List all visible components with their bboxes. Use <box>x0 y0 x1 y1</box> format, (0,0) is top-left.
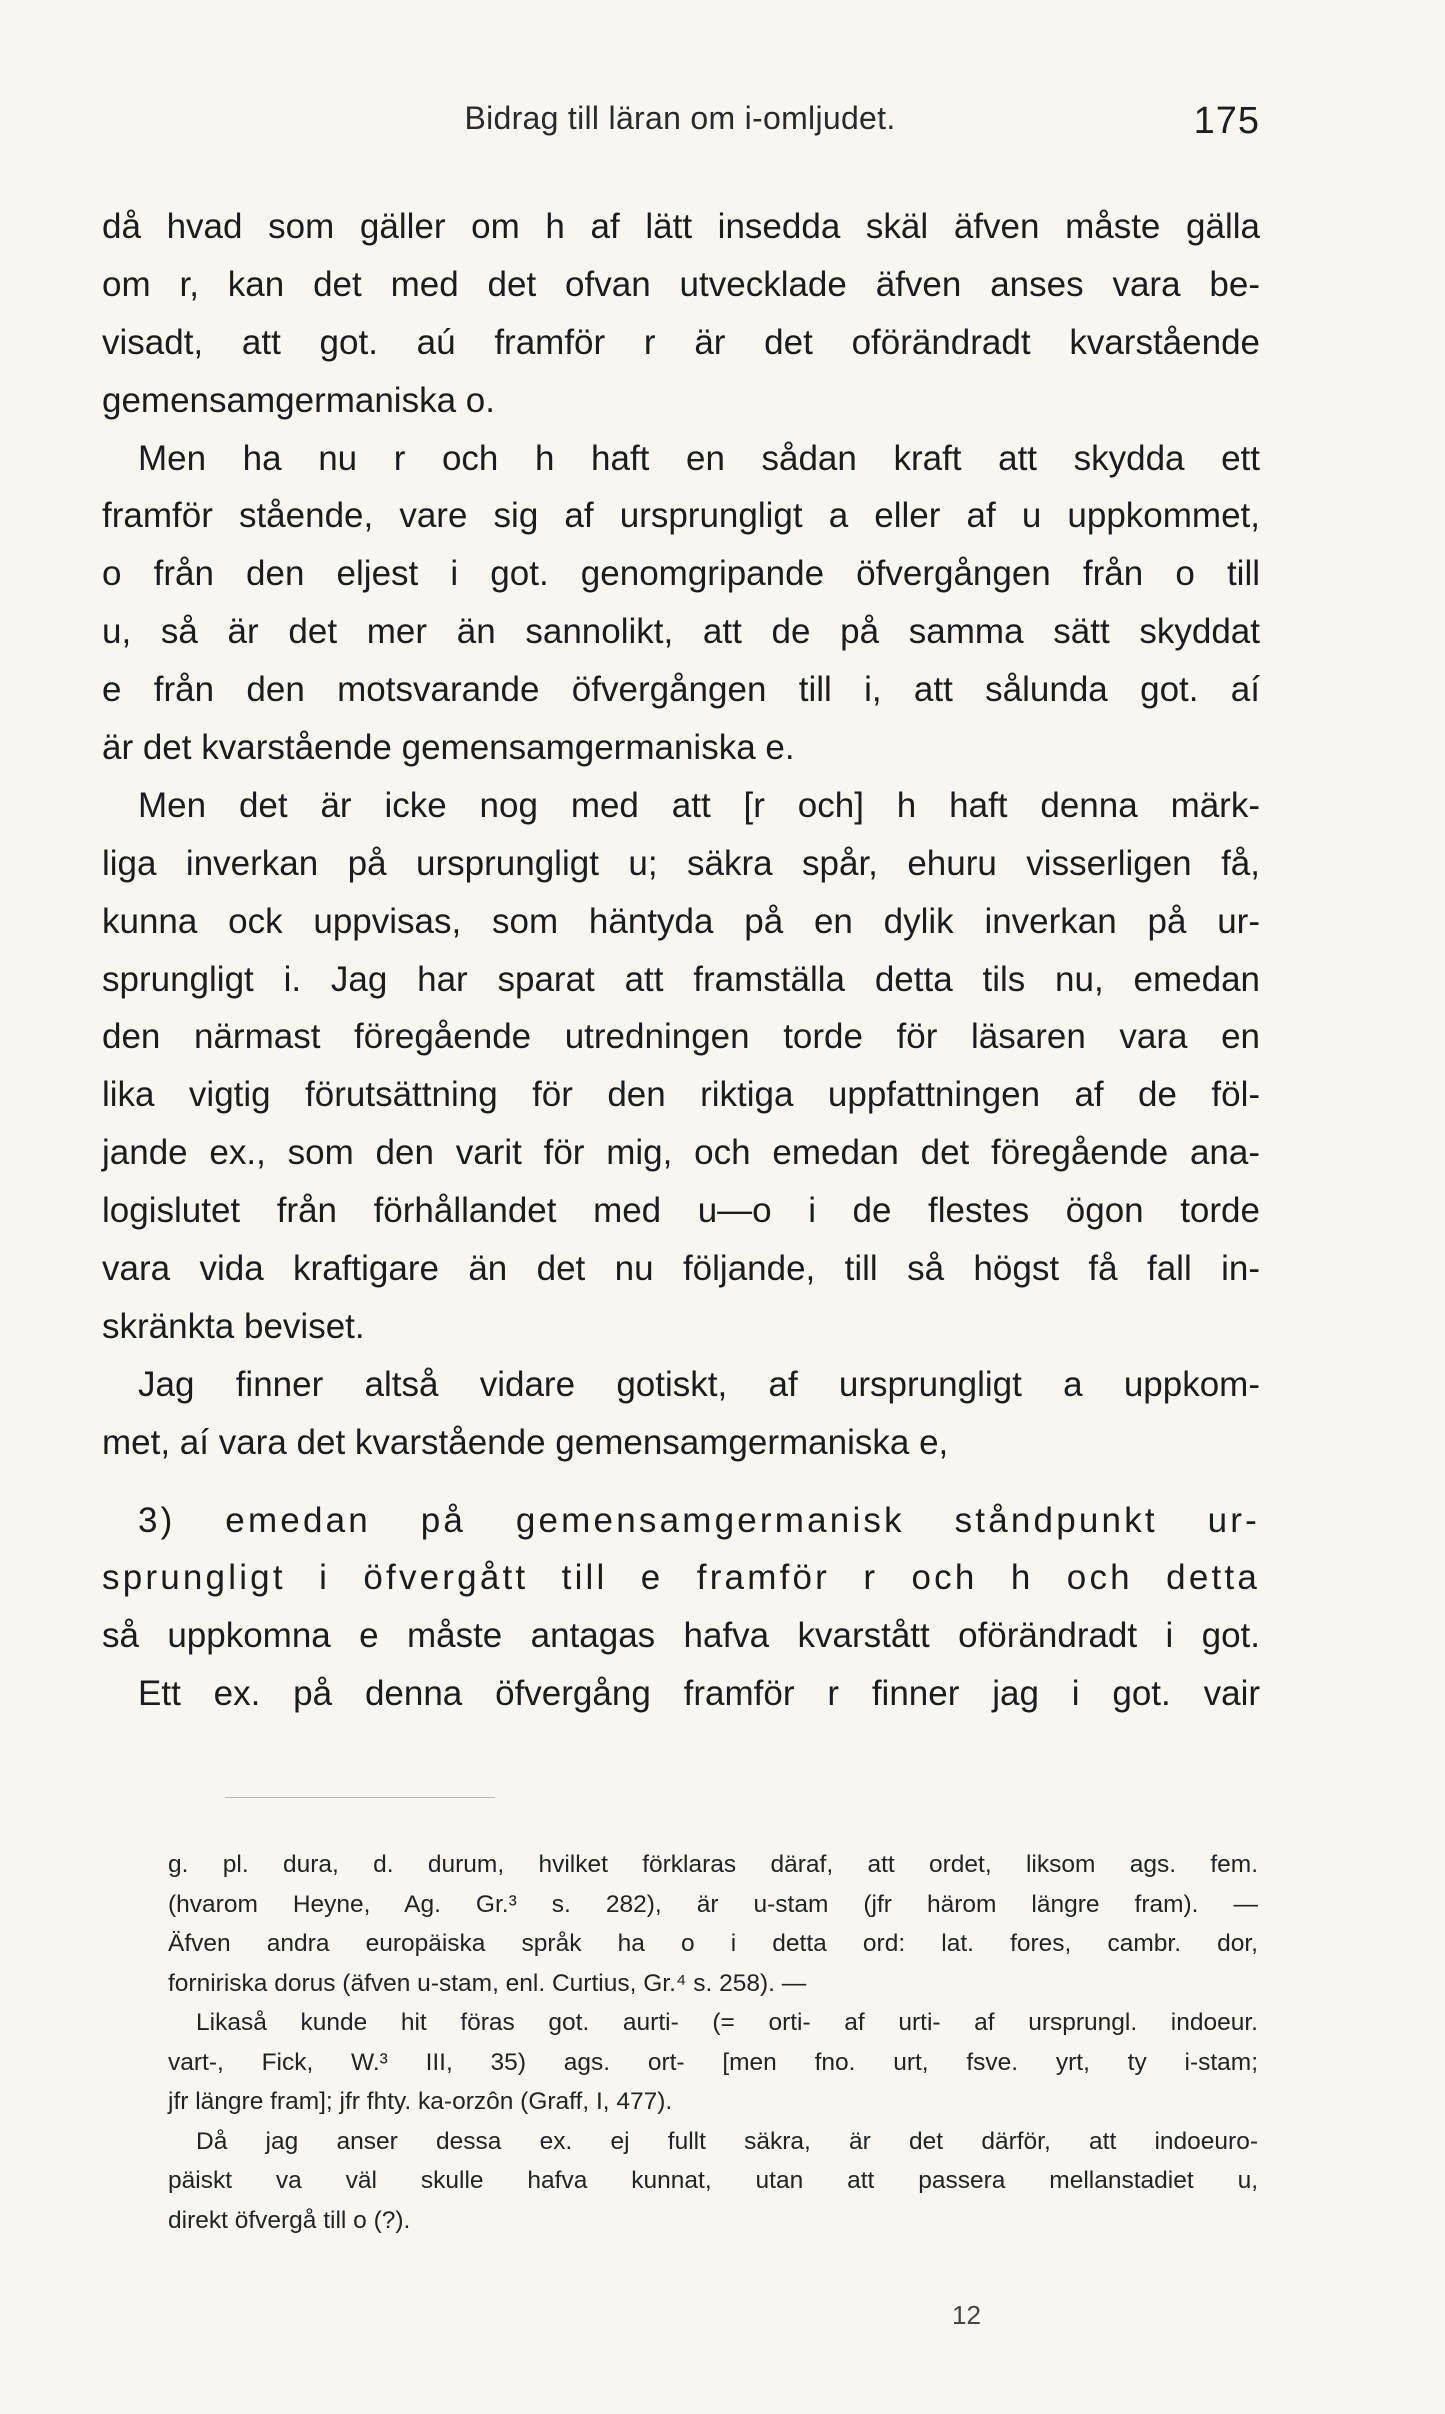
footnote-line: Likaså kunde hit föras got. aurti- (= orti- af urti- af ursprungl. indoeur. <box>196 2009 1258 2036</box>
text-line: sprungligt i. Jag har sparat att framställa detta tils nu, emedan <box>102 959 1260 999</box>
text-line: met, aí vara det kvarstående gemensamgermaniska e, <box>102 1422 949 1462</box>
footnote-line: g. pl. dura, d. durum, hvilket förklaras däraf, att ordet, liksom ags. fem. <box>168 1851 1258 1878</box>
text-line: då hvad som gäller om h af lätt insedda skäl äfven måste gälla <box>102 207 1260 246</box>
text-line: den närmast föregående utredningen torde för läsaren vara en <box>102 1017 1260 1057</box>
footnote-line: vart-, Fick, W.³ III, 35) ags. ort- [men fno. urt, fsve. yrt, ty i-stam; <box>168 2048 1258 2076</box>
text-line: så uppkomna e måste antagas hafva kvarstått oförändradt i got. <box>102 1616 1260 1656</box>
text-line: visadt, att got. aú framför r är det oförändradt kvarstående <box>102 322 1260 362</box>
text-line: Jag finner altså vidare gotiskt, af ursprungligt a uppkom- <box>138 1364 1260 1404</box>
text-line: vara vida kraftigare än det nu följande, till så högst få fall in- <box>102 1249 1260 1289</box>
text-line: sprungligt i öfvergått till e framför r och h och detta <box>102 1558 1260 1598</box>
text-line: kunna ock uppvisas, som häntyda på en dylik inverkan på ur- <box>102 901 1260 941</box>
signature-mark: 12 <box>952 2300 981 2330</box>
running-head <box>100 100 1260 160</box>
footnote-line: (hvarom Heyne, Ag. Gr.³ s. 282), är u-stam (jfr härom längre fram). — <box>168 1890 1258 1918</box>
text-line: 3) emedan på gemensamgermanisk ståndpunkt ur- <box>138 1500 1260 1540</box>
page-number: 175 <box>1193 100 1260 142</box>
body-text <box>102 198 1260 1723</box>
footnote-line: jfr längre fram]; jfr fhty. ka-orzôn (Graff, I, 477). <box>168 2088 673 2115</box>
text-line: o från den eljest i got. genomgripande öfvergången från o till <box>102 554 1260 594</box>
footnote-line: direkt öfvergå till o (?). <box>168 2206 411 2234</box>
text-line: framför stående, vare sig af ursprungligt a eller af u uppkommet, <box>102 496 1260 536</box>
footnote-line: päiskt va väl skulle hafva kunnat, utan att passera mellanstadiet u, <box>168 2167 1258 2194</box>
text-line: Men det är icke nog med att [r och] h haft denna märk- <box>138 785 1260 825</box>
text-line: e från den motsvarande öfvergången till i, att sålunda got. aí <box>102 670 1260 710</box>
footnotes <box>168 1845 1258 2240</box>
text-line: gemensamgermaniska o. <box>102 380 495 420</box>
text-line: u, så är det mer än sannolikt, att de på samma sätt skyddat <box>102 612 1260 652</box>
footnote-line: forniriska dorus (äfven u-stam, enl. Curtius, Gr.⁴ s. 258). — <box>168 1969 807 1997</box>
text-line: om r, kan det med det ofvan utvecklade äfven anses vara be- <box>102 264 1260 304</box>
running-title: Bidrag till läran om i-omljudet. <box>464 100 896 136</box>
text-line: lika vigtig förutsättning för den riktiga uppfattningen af de föl- <box>102 1075 1260 1115</box>
footnote-line: Då jag anser dessa ex. ej fullt säkra, är det därför, att indoeuro- <box>196 2127 1258 2155</box>
text-line: jande ex., som den varit för mig, och emedan det föregående ana- <box>102 1133 1260 1173</box>
footnote-rule <box>225 1797 495 1798</box>
text-line: Men ha nu r och h haft en sådan kraft att skydda ett <box>138 438 1260 478</box>
text-line: logislutet från förhållandet med u—o i de flestes ögon torde <box>102 1191 1260 1231</box>
text-line: liga inverkan på ursprungligt u; säkra spår, ehuru visserligen få, <box>102 843 1260 883</box>
text-line: är det kvarstående gemensamgermaniska e. <box>102 728 795 768</box>
footnote-line: Äfven andra europäiska språk ha o i detta ord: lat. fores, cambr. dor, <box>168 1930 1258 1957</box>
text-line: skränkta beviset. <box>102 1306 365 1346</box>
text-line: Ett ex. på denna öfvergång framför r finner jag i got. vair <box>138 1674 1260 1714</box>
